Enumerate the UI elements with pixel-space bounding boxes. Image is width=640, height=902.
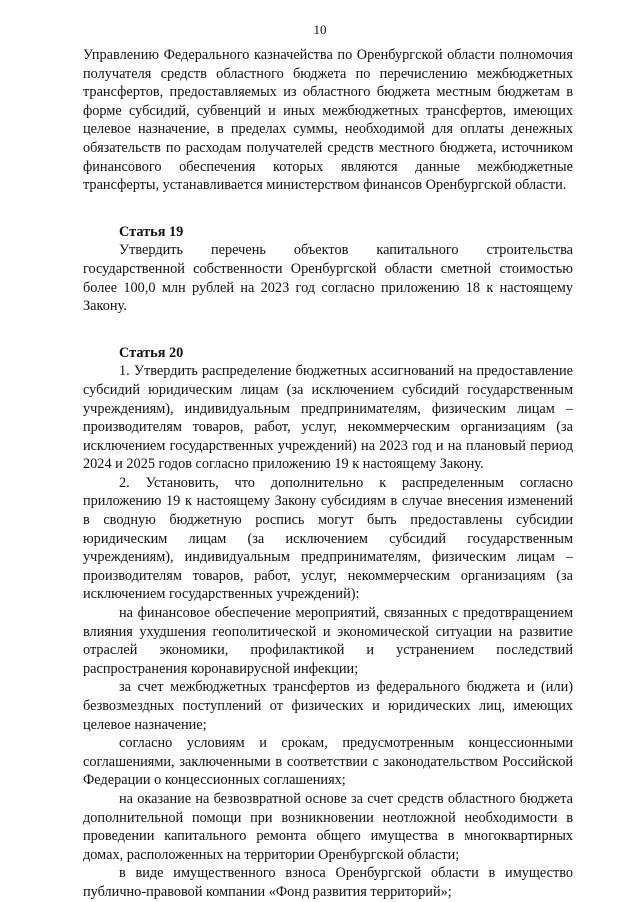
article-19-heading: Статья 19 bbox=[119, 223, 184, 240]
article-20-paragraph-2: 2. Установить, что дополнительно к распределенным согласно приложению 19 к настоящему Закону субсидиям в случае внесения изменений в сводную бюджетную роспись могут быть предоставлены субсидии юридическим лицам (за исключением субсидий государственным учреждениям), индивидуальным предпринимателям, физическим лицам – производителям товаров, работ, услуг, некоммерческим организациям (за исключением государственных учреждений): bbox=[83, 474, 573, 603]
spacer bbox=[83, 316, 573, 344]
article-20-item-2: за счет межбюджетных трансфертов из федерального бюджета и (или) безвозмездных поступлений от физических и юридических лиц, имеющих целевое назначение; bbox=[83, 679, 573, 733]
article-20-heading: Статья 20 bbox=[119, 344, 184, 361]
document-body bbox=[83, 46, 573, 902]
spacer bbox=[83, 195, 573, 223]
page-number: 10 bbox=[313, 22, 327, 37]
article-20-item-1: на финансовое обеспечение мероприятий, связанных с предотвращением влияния ухудшения геополитической и экономической ситуации на развитие отраслей экономики, профилактикой и устранением последствий распространения коронавирусной инфекции; bbox=[83, 605, 573, 677]
article-19-text: Утвердить перечень объектов капитального строительства государственной собственности Оренбургской области сметной стоимостью более 100,0 млн рублей на 2023 год согласно приложению 18 к настоящему Закону. bbox=[83, 242, 573, 315]
intro-paragraph: Управлению Федерального казначейства по Оренбургской области полномочия получателя средств областного бюджета по перечислению межбюджетных трансфертов, предоставляемых из областного бюджета местным бюджетам в форме субсидий, субвенций и иных межбюджетных трансфертов, имеющих целевое назначение, в пределах суммы, необходимой для оплаты денежных обязательств по расходам получателей средств местного бюджета, источником финансового обеспечения которых являются данные межбюджетные трансферты, устанавливается министерством финансов Оренбургской области. bbox=[83, 47, 573, 194]
article-20-item-3: согласно условиям и срокам, предусмотренным концессионными соглашениями, заключенными в соответствии с законодательством Российской Федерации о концессионных соглашениях; bbox=[83, 735, 573, 789]
article-20-item-5: в виде имущественного взноса Оренбургской области в имущество публично-правовой компании «Фонд развития территорий»; bbox=[83, 865, 573, 900]
article-20-item-4: на оказание на безвозвратной основе за счет средств областного бюджета дополнительной помощи при возникновении неотложной необходимости в проведении капитального ремонта общего имущества в многоквартирных домах, расположенных на территории Оренбургской области; bbox=[83, 790, 573, 863]
article-20-paragraph-1: 1. Утвердить распределение бюджетных ассигнований на предоставление субсидий юридическим лицам (за исключением субсидий государственным учреждениям), индивидуальным предпринимателям, физическим лицам – производителям товаров, работ, услуг, некоммерческим организациям (за исключением государственных учреждений) на 2023 год и на плановый период 2024 и 2025 годов согласно приложению 19 к настоящему Закону. bbox=[83, 363, 573, 473]
